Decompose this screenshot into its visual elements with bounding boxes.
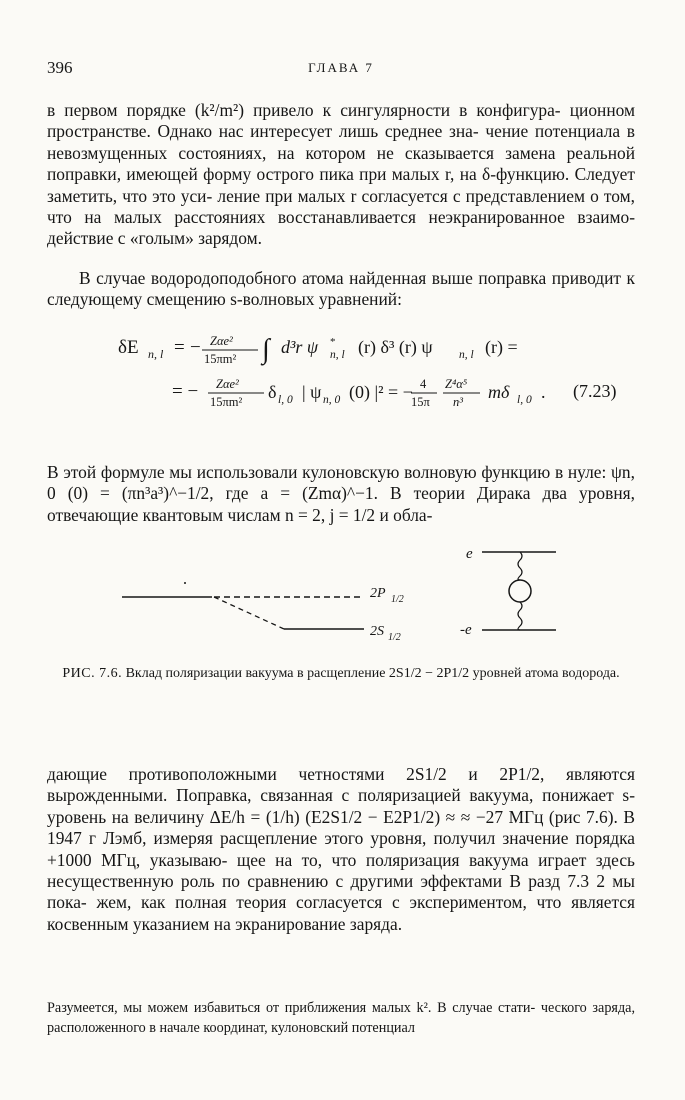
eq-num2: Zαe²: [216, 377, 239, 391]
eq-tail-dot: .: [541, 382, 546, 402]
eq-den2: 15πm²: [210, 395, 243, 409]
p4-line-4: ≈ −27 МГц (рис 7.6). В 1947 г Лэмб, измеряя расщепление: [47, 806, 635, 849]
p3-line-1: В этой формуле мы использовали кулоновскую волновую функцию: [47, 462, 551, 482]
eq-equals: =: [174, 337, 185, 358]
footnote: [47, 998, 635, 1038]
p4-line-5: этого уровня, получил значение порядка +1000 МГц, указываю-: [47, 828, 635, 870]
eq-lhs-sub: n, l: [148, 347, 164, 361]
paragraph-1: [47, 100, 635, 250]
p1-line-7: малых расстояниях восстанавливается неэкранированное взаимо-: [113, 207, 635, 228]
figure-7-6: [0, 540, 685, 660]
electron-bottom-label: -e: [460, 622, 472, 638]
label-2s: 2S: [370, 624, 384, 639]
photon-line-bottom: [518, 602, 522, 630]
eq-line1-sub2: n, l: [459, 349, 474, 361]
level-dot: [184, 582, 186, 584]
page-number: 396: [47, 58, 73, 77]
p4-line-9: косвенным указанием на экранирование заряда.: [47, 913, 403, 934]
p4-line-2: вырожденными. Поправка, связанная с поляризацией вакуума,: [47, 785, 534, 806]
label-2s-sub: 1/2: [388, 632, 401, 643]
eq-line1-sub: n, l: [330, 349, 345, 361]
eq-psi-sub: n, 0: [323, 394, 341, 406]
footnote-line-2: ческого заряда, расположенного в начале координат, кулоновский потенциал: [47, 1000, 636, 1036]
p1-line-8: действие с «голым» зарядом.: [47, 228, 262, 249]
eq-num3: 4: [420, 377, 427, 391]
label-2p: 2P: [370, 586, 386, 601]
caption-label: РИС. 7.6.: [62, 666, 123, 681]
eq-tail: mδ: [488, 382, 510, 402]
eq-den1: 15πm²: [204, 352, 237, 366]
p1-line-5: пика при малых r, на δ-функцию. Следует заметить, что это уси-: [47, 164, 635, 206]
eq-lhs: δE: [118, 337, 139, 358]
p4-line-7: роль по сравнению с другими эффектами В разд 7.3 2 мы пока-: [47, 871, 635, 913]
eq-delta: δ: [268, 382, 277, 402]
eq-den3: 15π: [411, 395, 430, 409]
level-shift-dashed: [214, 597, 284, 629]
paragraph-2: [47, 268, 635, 311]
eq-integral: ∫: [262, 334, 270, 365]
eq-num1: Zαe²: [210, 334, 233, 348]
page-header: [47, 58, 635, 80]
footnote-line-1: Разумеется, мы можем избавиться от приближения малых k². В случае стати-: [47, 1000, 536, 1016]
figure-caption: [47, 664, 635, 684]
eq-number: (7.23): [573, 381, 617, 401]
eq-minus: −: [190, 337, 201, 358]
p2-line-1: В случае водородоподобного атома найденная выше поправка: [79, 268, 547, 288]
p4-line-6: щее на то, что поляризация вакуума играет здесь несущественную: [47, 849, 635, 892]
equation-7-23: [0, 325, 685, 415]
eq-line1-body: d³r ψ: [281, 337, 319, 357]
p1-line-4: сказывается замена реальной поправки, имеющей форму острого: [47, 142, 635, 185]
eq-delta-sub: l, 0: [278, 394, 293, 406]
caption-text: Вклад поляризации вакуума в расщепление 2S1/2 − 2P1/2 уровней атома водорода.: [125, 666, 620, 681]
p3-line-3: два уровня, отвечающие квантовым числам n = 2, j = 1/2 и обла-: [47, 483, 635, 525]
p1-line-3: чение потенциала в невозмущенных состояниях, на котором не: [47, 121, 636, 163]
photon-line-top: [518, 552, 522, 580]
eq-den4: n³: [453, 395, 463, 409]
p2-line-2: приводит к следующему смещению s-волновых уравнений:: [47, 268, 635, 310]
electron-top-label: e: [466, 546, 473, 562]
paragraph-3: [47, 462, 635, 526]
eq-psi-end: (0) |² = −: [349, 382, 413, 402]
eq-tail-sub: l, 0: [517, 394, 532, 406]
p1-line-6: ление при малых r согласуется с представлением о том, что на: [47, 185, 635, 228]
label-2p-sub: 1/2: [391, 594, 404, 605]
p4-line-1: дающие противоположными четностями 2S1/2 и 2P1/2, являются: [47, 764, 635, 784]
chapter-title: ГЛАВА 7: [308, 60, 374, 75]
eq-line1-sup: *: [330, 336, 336, 348]
p1-line-2: ционном пространстве. Однако нас интересует лишь среднее зна-: [47, 100, 635, 142]
p4-line-3: понижает s-уровень на величину ΔE/h = (1/h) (E2S1/2 − E2P1/2) ≈: [47, 785, 635, 827]
eq-psi: | ψ: [302, 382, 322, 402]
eq-line1-rest: (r) δ³ (r) ψ: [358, 337, 433, 357]
p4-line-8: жем, как полная теория согласуется с экспериментом, что является: [96, 892, 635, 913]
eq-num4: Z⁴α⁵: [445, 377, 468, 391]
eq-line2-lead: = −: [172, 381, 199, 402]
p3-line-2: в нуле: ψn, 0 (0) = (πn³a³)^−1/2, где a = (Zmα)^−1. В теории Дирака: [47, 462, 635, 504]
paragraph-4: [47, 764, 635, 935]
p1-line-1: в первом порядке (k²/m²) привело к сингулярности в конфигура-: [47, 100, 561, 120]
vacuum-polarization-loop: [509, 580, 531, 602]
eq-line1-end: (r) =: [485, 337, 518, 357]
